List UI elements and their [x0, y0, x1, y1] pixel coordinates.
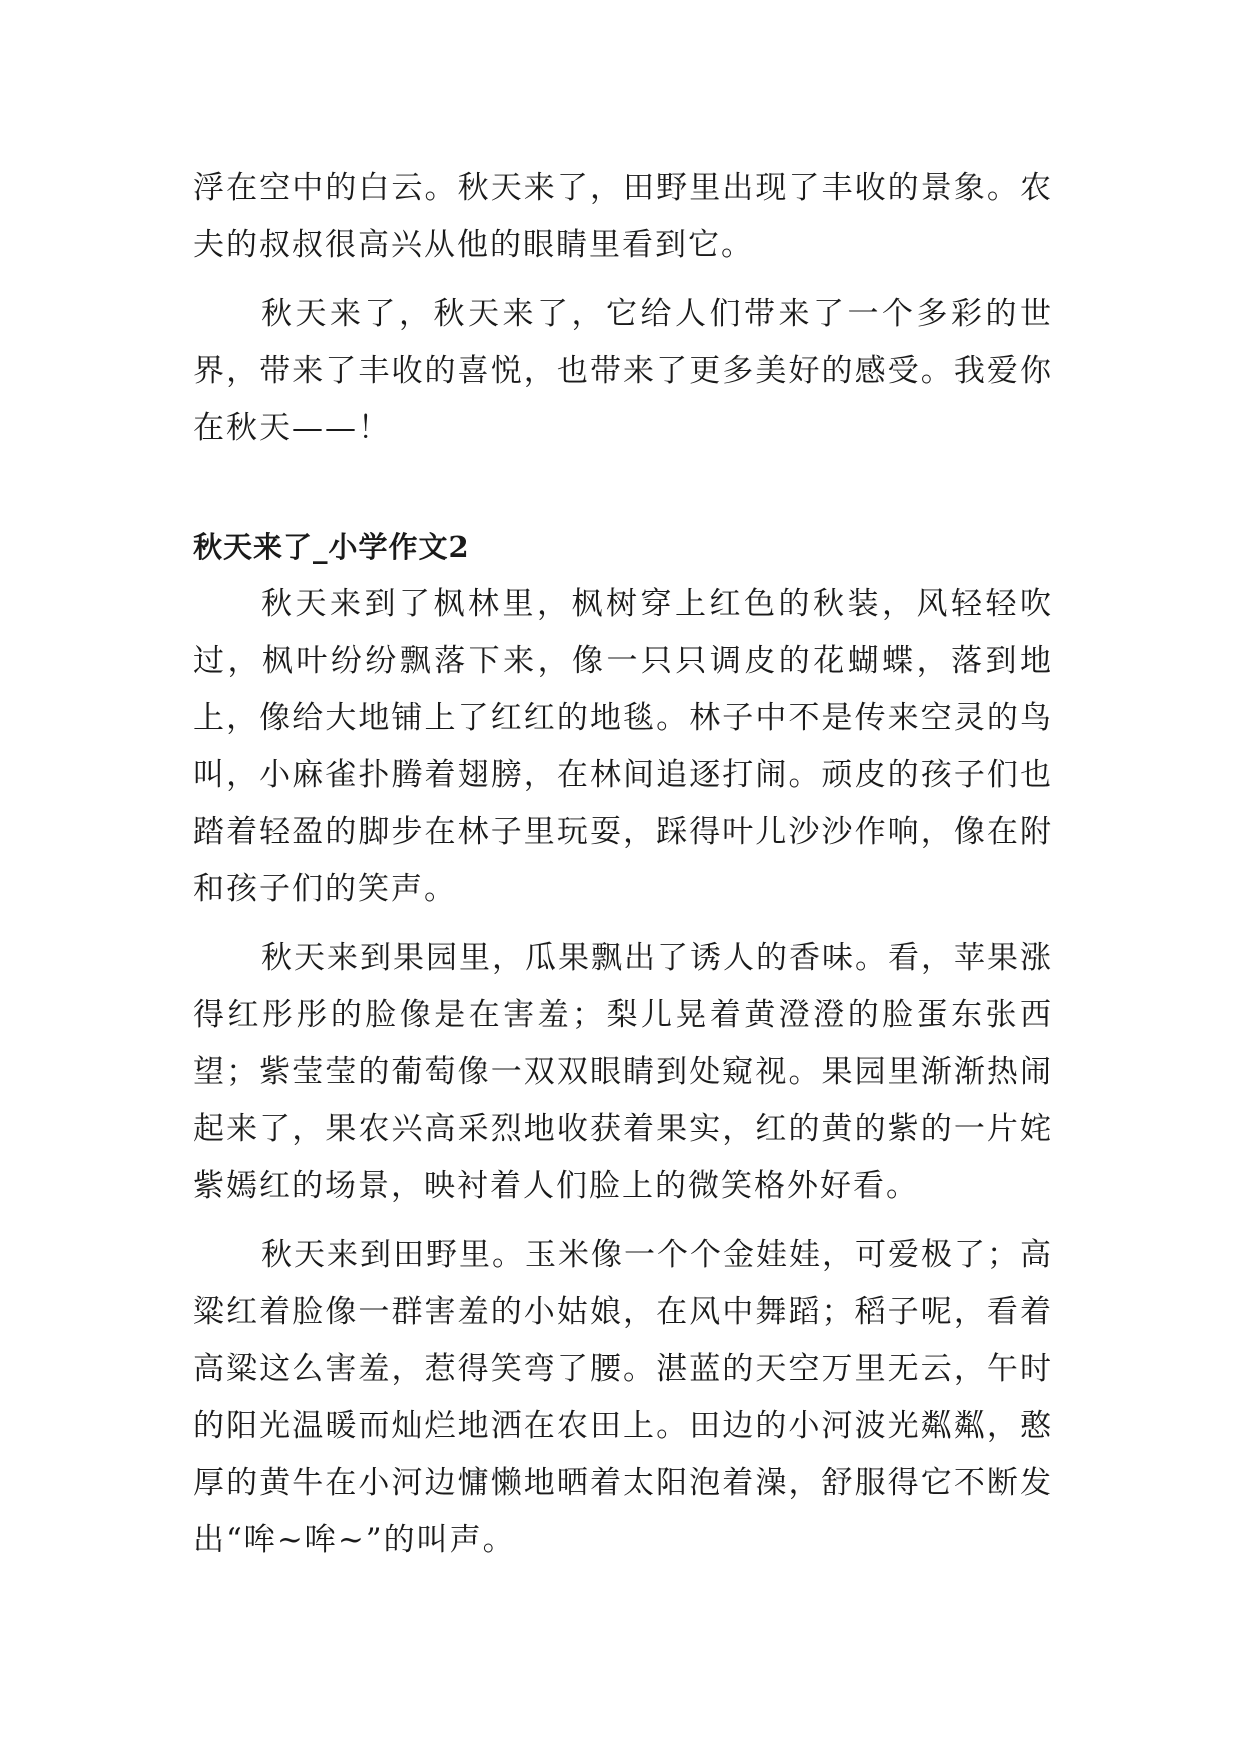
paragraph-orchard: 秋天来到果园里，瓜果飘出了诱人的香味。看，苹果涨得红彤彤的脸像是在害羞；梨儿晃着黄澄澄的脸蛋东张西望；紫莹莹的葡萄像一双双眼睛到处窥视。果园里渐渐热闹起来了，果农兴高采烈地收获着果实，红的黄的紫的一片姹紫嫣红的场景，映衬着人们脸上的微笑格外好看。 — [193, 940, 1053, 1204]
paragraph-fields: 秋天来到田野里。玉米像一个个金娃娃，可爱极了；高粱红着脸像一群害羞的小姑娘，在风中舞蹈；稻子呢，看着高粱这么害羞，惹得笑弯了腰。湛蓝的天空万里无云，午时的阳光温暖而灿烂地洒在农田上。田边的小河波光粼粼，憨厚的黄牛在小河边慵懒地晒着太阳泡着澡，舒服得它不断发出“哞~哞~”的叫声。 — [193, 1237, 1053, 1558]
paragraph-continuation: 浮在空中的白云。秋天来了，田野里出现了丰收的景象。农夫的叔叔很高兴从他的眼睛里看到它。 — [193, 170, 1053, 263]
document-page — [193, 160, 1053, 1569]
section-title: 秋天来了_小学作文2 — [193, 530, 470, 564]
paragraph-maple-forest: 秋天来到了枫林里，枫树穿上红色的秋装，风轻轻吹过，枫叶纷纷飘落下来，像一只只调皮的花蝴蝶，落到地上，像给大地铺上了红红的地毯。林子中不是传来空灵的鸟叫，小麻雀扑腾着翅膀，在林间追逐打闹。顽皮的孩子们也踏着轻盈的脚步在林子里玩耍，踩得叶儿沙沙作响，像在附和孩子们的笑声。 — [193, 586, 1053, 907]
paragraph-closing: 秋天来了，秋天来了，它给人们带来了一个多彩的世界，带来了丰收的喜悦，也带来了更多美好的感受。我爱你在秋天——！ — [193, 296, 1053, 446]
